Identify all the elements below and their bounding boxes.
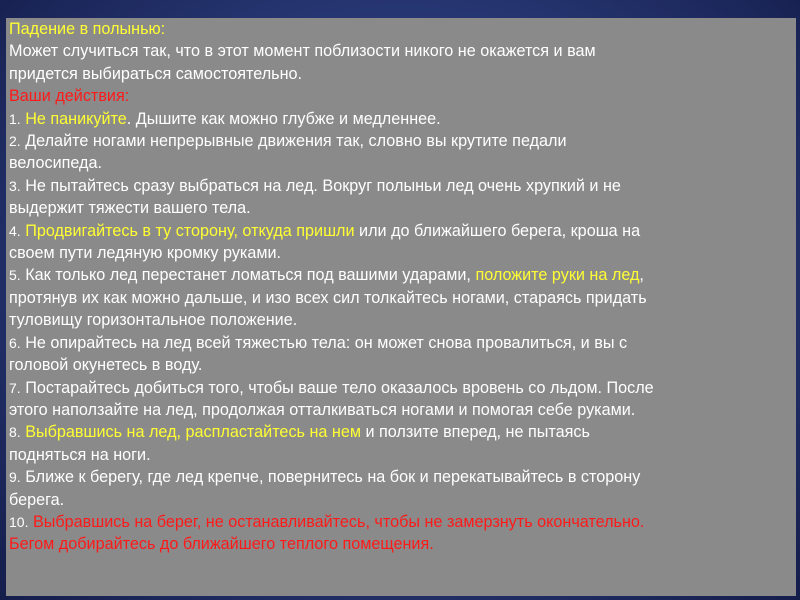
step-7-cont: этого наползайте на лед, продолжая отталкиваться ногами и помогая себе руками. (9, 400, 636, 419)
step-number: 9. (9, 469, 21, 486)
step-2 (9, 130, 792, 152)
step-number: 4. (9, 222, 21, 239)
step-number: 2. (9, 133, 21, 150)
step-8-cont: подняться на ноги. (9, 445, 151, 464)
step-text: Не опирайтесь на лед всей тяжестью тела: он может снова провалиться, и вы с (25, 333, 628, 352)
step-4-cont: своем пути ледяную кромку руками. (9, 244, 282, 263)
step-7 (9, 377, 792, 399)
step-number: 5. (9, 267, 21, 284)
step-9 (9, 466, 792, 488)
step-number: 6. (9, 334, 21, 351)
step-4 (9, 220, 792, 242)
step-number: 1. (9, 110, 21, 127)
step-text: . Дышите как можно глубже и медленнее. (126, 109, 441, 128)
step-number: 7. (9, 379, 21, 396)
step-number: 10. (9, 513, 29, 530)
step-5 (9, 264, 792, 286)
step-highlight: положите руки на лед (475, 266, 640, 285)
step-text: Ближе к берегу, где лед крепче, повернитесь на бок и перекатывайтесь в сторону (25, 468, 641, 487)
intro-line-1: Может случиться так, что в этот момент поблизости никого не окажется и вам (9, 42, 596, 61)
step-text: Постарайтесь добиться того, чтобы ваше тело оказалось вровень со льдом. После (25, 378, 654, 397)
step-9-cont: берега. (9, 490, 65, 509)
step-6 (9, 332, 792, 354)
step-2-cont: велосипеда. (9, 154, 103, 173)
step-text: и ползите вперед, не пытаясь (360, 423, 590, 442)
actions-heading: Ваши действия: (9, 87, 130, 106)
step-highlight: Выбравшись на берег, не останавливайтесь, чтобы не замерзнуть окончательно. (32, 512, 645, 531)
step-text: Делайте ногами непрерывные движения так, словно вы крутите педали (25, 132, 567, 151)
step-10 (9, 511, 792, 533)
step-text: Не пытайтесь сразу выбраться на лед. Вокруг полыньи лед очень хрупкий и не (25, 176, 621, 195)
step-text: или до ближайшего берега, кроша на (354, 221, 641, 240)
step-3-cont: выдержит тяжести вашего тела. (9, 199, 251, 218)
step-1 (9, 108, 792, 130)
step-text: , (639, 266, 644, 285)
step-number: 8. (9, 424, 21, 441)
step-5-cont-2: туловищу горизонтальное положение. (9, 311, 298, 330)
step-8 (9, 421, 792, 443)
intro-line-2: придется выбираться самостоятельно. (9, 64, 303, 83)
step-3 (9, 175, 792, 197)
step-6-cont: головой окунетесь в воду. (9, 356, 203, 375)
step-10-cont: Бегом добирайтесь до ближайшего теплого помещения. (9, 535, 434, 554)
step-highlight: Продвигайтесь в ту сторону, откуда пришли (25, 221, 355, 240)
step-highlight: Выбравшись на лед, распластайтесь на нем (25, 423, 361, 442)
content (6, 18, 796, 556)
step-number: 3. (9, 177, 21, 194)
step-highlight: Не паникуйте (25, 109, 127, 128)
step-5-cont: протянув их как можно дальше, и изо всех сил толкайтесь ногами, стараясь придать (9, 288, 647, 307)
step-text: Как только лед перестанет ломаться под вашими ударами, (25, 266, 476, 285)
text-box (6, 18, 796, 596)
page-title: Падение в полынью: (9, 20, 166, 38)
